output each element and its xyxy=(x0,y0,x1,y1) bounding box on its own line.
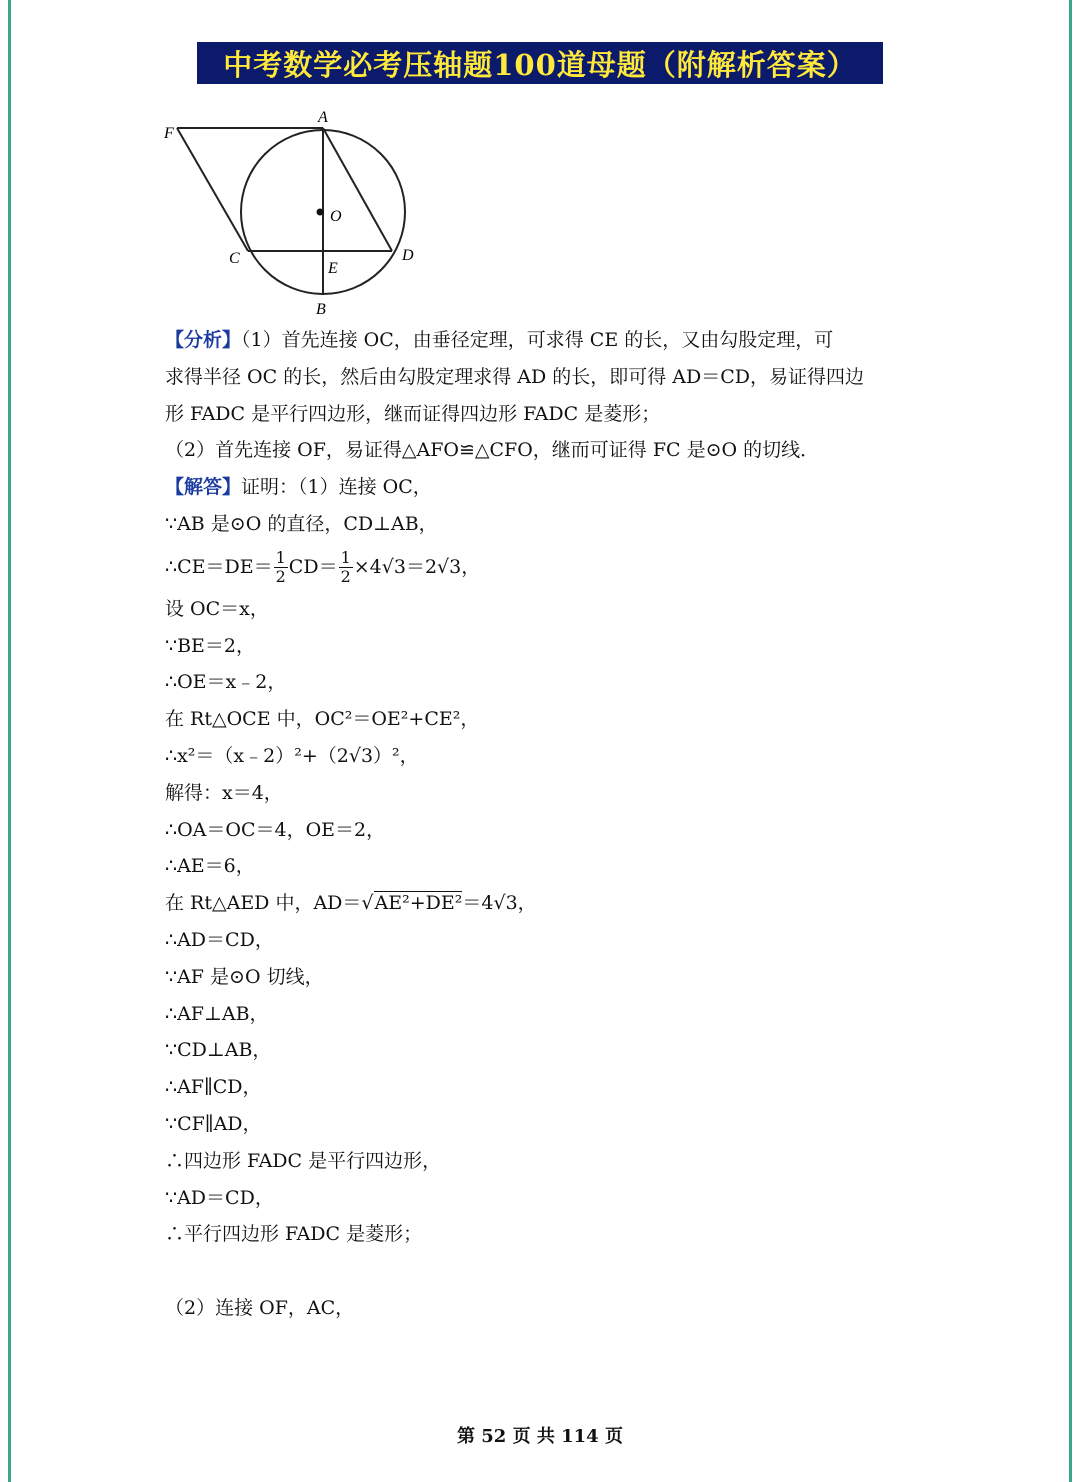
page-title: 中考数学必考压轴题100道母题（附解析答案） xyxy=(197,42,883,84)
solution-body xyxy=(165,322,935,1327)
label-e: E xyxy=(328,260,338,277)
step-8: 解得：x＝4， xyxy=(165,781,283,804)
analysis-line-4: （2）首先连接 OF，易证得△AFO≌△CFO，继而可证得 FC 是⊙O 的切线． xyxy=(165,439,820,462)
step-12: ∴AD＝CD， xyxy=(165,928,274,951)
sqrt-radicand: AE²+DE² xyxy=(374,892,463,915)
step-6: 在 Rt△OCE 中，OC²＝OE²+CE²， xyxy=(165,708,480,731)
page-footer: 第 52 页 共 114 页 xyxy=(457,1426,623,1447)
step-4: ∵BE＝2， xyxy=(165,634,256,657)
label-d: D xyxy=(402,247,414,264)
step-7: ∴x²＝（x﹣2）²+（2√3）²， xyxy=(165,744,419,767)
blank-line xyxy=(165,1253,935,1290)
center-point xyxy=(317,209,324,216)
page-border-right xyxy=(1069,0,1072,1482)
step-3: 设 OC＝x， xyxy=(165,597,269,620)
segment-fc xyxy=(177,128,248,251)
solution-tag: 【解答】 xyxy=(165,476,242,499)
analysis-line-1: 【分析】（1）首先连接 OC，由垂径定理，可求得 CE 的长，又由勾股定理，可 xyxy=(165,329,834,351)
step-13: ∵AF 是⊙O 切线， xyxy=(165,965,324,988)
part-2-intro: （2）连接 OF，AC， xyxy=(165,1296,355,1319)
label-f: F xyxy=(164,125,174,142)
step-18: ∴四边形 FADC 是平行四边形， xyxy=(165,1149,442,1172)
step-19: ∵AD＝CD， xyxy=(165,1186,274,1209)
solution-intro: 【解答】证明：（1）连接 OC， xyxy=(165,476,432,499)
step-11: 在 Rt△AED 中，AD＝√AE²+DE²＝4√3， xyxy=(165,892,537,915)
step-16: ∴AF∥CD， xyxy=(165,1076,262,1099)
step-14: ∴AF⊥AB， xyxy=(165,1002,269,1025)
label-a: A xyxy=(318,109,328,126)
label-o: O xyxy=(330,208,342,225)
label-c: C xyxy=(229,250,240,267)
analysis-line-2: 求得半径 OC 的长，然后由勾股定理求得 AD 的长，即可得 AD＝CD，易证得四边 xyxy=(165,365,864,388)
segment-ad xyxy=(323,128,392,251)
step-1: ∵AB 是⊙O 的直径，CD⊥AB， xyxy=(165,512,438,535)
step-10: ∴AE＝6， xyxy=(165,855,255,878)
step-5: ∴OE＝x﹣2， xyxy=(165,671,287,694)
step-9: ∴OA＝OC＝4，OE＝2， xyxy=(165,818,386,841)
step-20: ∴平行四边形 FADC 是菱形； xyxy=(165,1223,423,1246)
step-15: ∵CD⊥AB， xyxy=(165,1039,272,1062)
fraction-half-1: $\frac{1}{2}$ xyxy=(275,548,286,587)
analysis-line-3: 形 FADC 是平行四边形，继而证得四边形 FADC 是菱形； xyxy=(165,402,661,425)
label-b: B xyxy=(316,301,326,318)
geometry-figure xyxy=(150,100,440,325)
step-2: ∴CE＝DE＝ $\frac{1}{2}$ CD＝ $\frac{1}{2}$ ×4√3＝2√3， xyxy=(165,548,481,587)
step-17: ∵CF∥AD， xyxy=(165,1112,262,1135)
fraction-half-2: $\frac{1}{2}$ xyxy=(340,548,351,587)
analysis-tag: 【分析】 xyxy=(165,329,242,351)
page-border-left xyxy=(8,0,11,1482)
